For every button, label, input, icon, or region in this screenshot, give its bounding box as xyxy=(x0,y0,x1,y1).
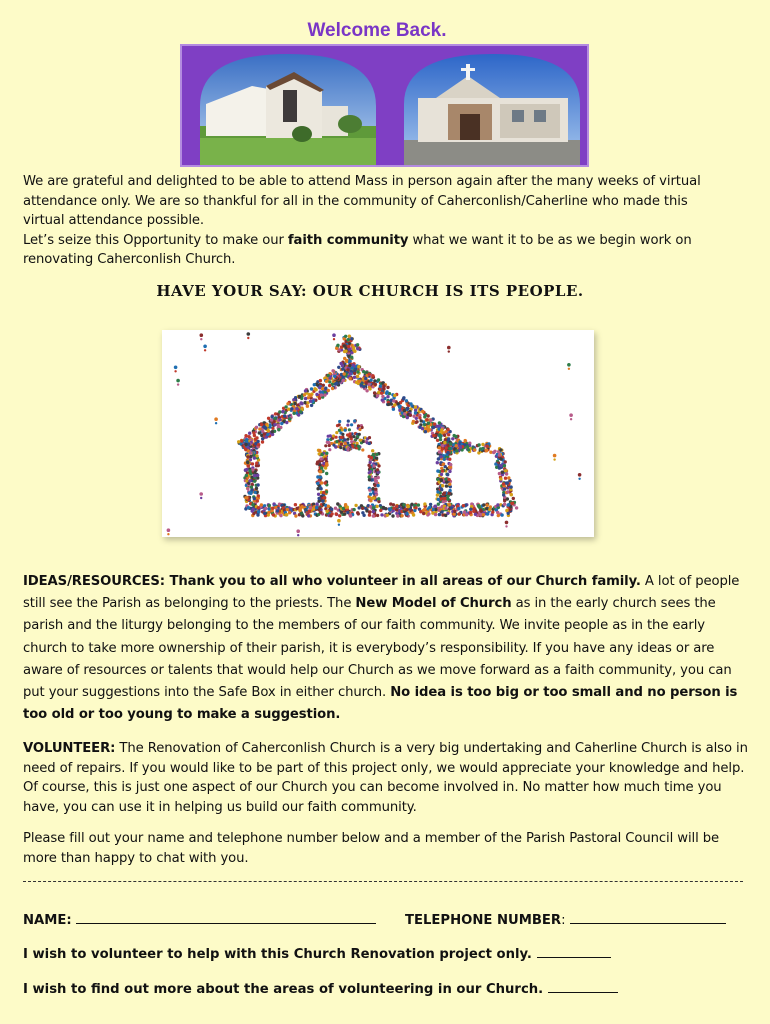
contact-request-paragraph: Please fill out your name and telephone number below and a member of the Parish Pastoral Council will be more than happy to chat with you. xyxy=(23,831,720,866)
name-field-row xyxy=(23,911,376,928)
intro-line: virtual attendance possible. xyxy=(23,213,205,228)
crowd-church-image xyxy=(162,330,594,537)
cut-line-divider xyxy=(23,881,743,882)
ideas-resources-paragraph: IDEAS/RESOURCES: Thank you to all who volunteer in all areas of our Church family. A lot of people still see the Parish as belonging to the priests. The New Model of Church as in the early church sees the parish and the liturgy belonging to the members of our faith community. We invite people as in the early church to take more ownership of their parish, it is everybody’s responsibility. If you have any ideas or are aware of resources or talents that would help our Church as we move forward as a faith community, you can put your suggestions into the Safe Box in either church. No idea is too big or too small and no person is too old or too young to make a suggestion. xyxy=(23,574,740,723)
name-blank[interactable] xyxy=(76,911,376,924)
phone-blank[interactable] xyxy=(570,911,726,924)
church-photos-banner xyxy=(180,44,589,167)
find-out-option-label: I wish to find out more about the areas of volunteering in our Church. xyxy=(23,982,548,997)
find-out-option-row xyxy=(23,980,618,997)
caherconlish-church-photo xyxy=(200,54,376,165)
intro-line: attendance only. We are so thankful for all in the community of Caherconlish/Caherline who made this xyxy=(23,193,688,209)
caherline-church-photo xyxy=(404,54,580,165)
phone-field-row: TELEPHONE NUMBER: xyxy=(405,911,726,928)
intro-line: We are grateful and delighted to be able to attend Mass in person again after the many weeks of virtual xyxy=(23,174,701,189)
page-title: Welcome Back. xyxy=(307,20,447,41)
intro-line: renovating Caherconlish Church. xyxy=(23,252,236,267)
intro-line: Let’s seize this Opportunity to make our faith community what we want it to be as we begin work on xyxy=(23,232,692,248)
intro-paragraph xyxy=(23,172,753,270)
find-out-option-blank[interactable] xyxy=(548,980,618,993)
name-label: NAME: xyxy=(23,913,77,928)
volunteer-paragraph: VOLUNTEER: The Renovation of Caherconlish Church is a very big undertaking and Caherline Church is also in need of repairs. If you would like to be part of this project only, we would appreciate your knowledge and help. Of course, this is just one aspect of our Church you can become involved in. No matter how much time you have, you can use it in helping us build our faith community. xyxy=(23,741,748,815)
volunteer-option-label: I wish to volunteer to help with this Church Renovation project only. xyxy=(23,947,537,962)
phone-label: TELEPHONE NUMBER xyxy=(405,913,562,928)
section-heading: HAVE YOUR SAY: OUR CHURCH IS ITS PEOPLE. xyxy=(156,282,584,300)
volunteer-option-blank[interactable] xyxy=(537,945,611,958)
volunteer-option-row xyxy=(23,945,611,962)
